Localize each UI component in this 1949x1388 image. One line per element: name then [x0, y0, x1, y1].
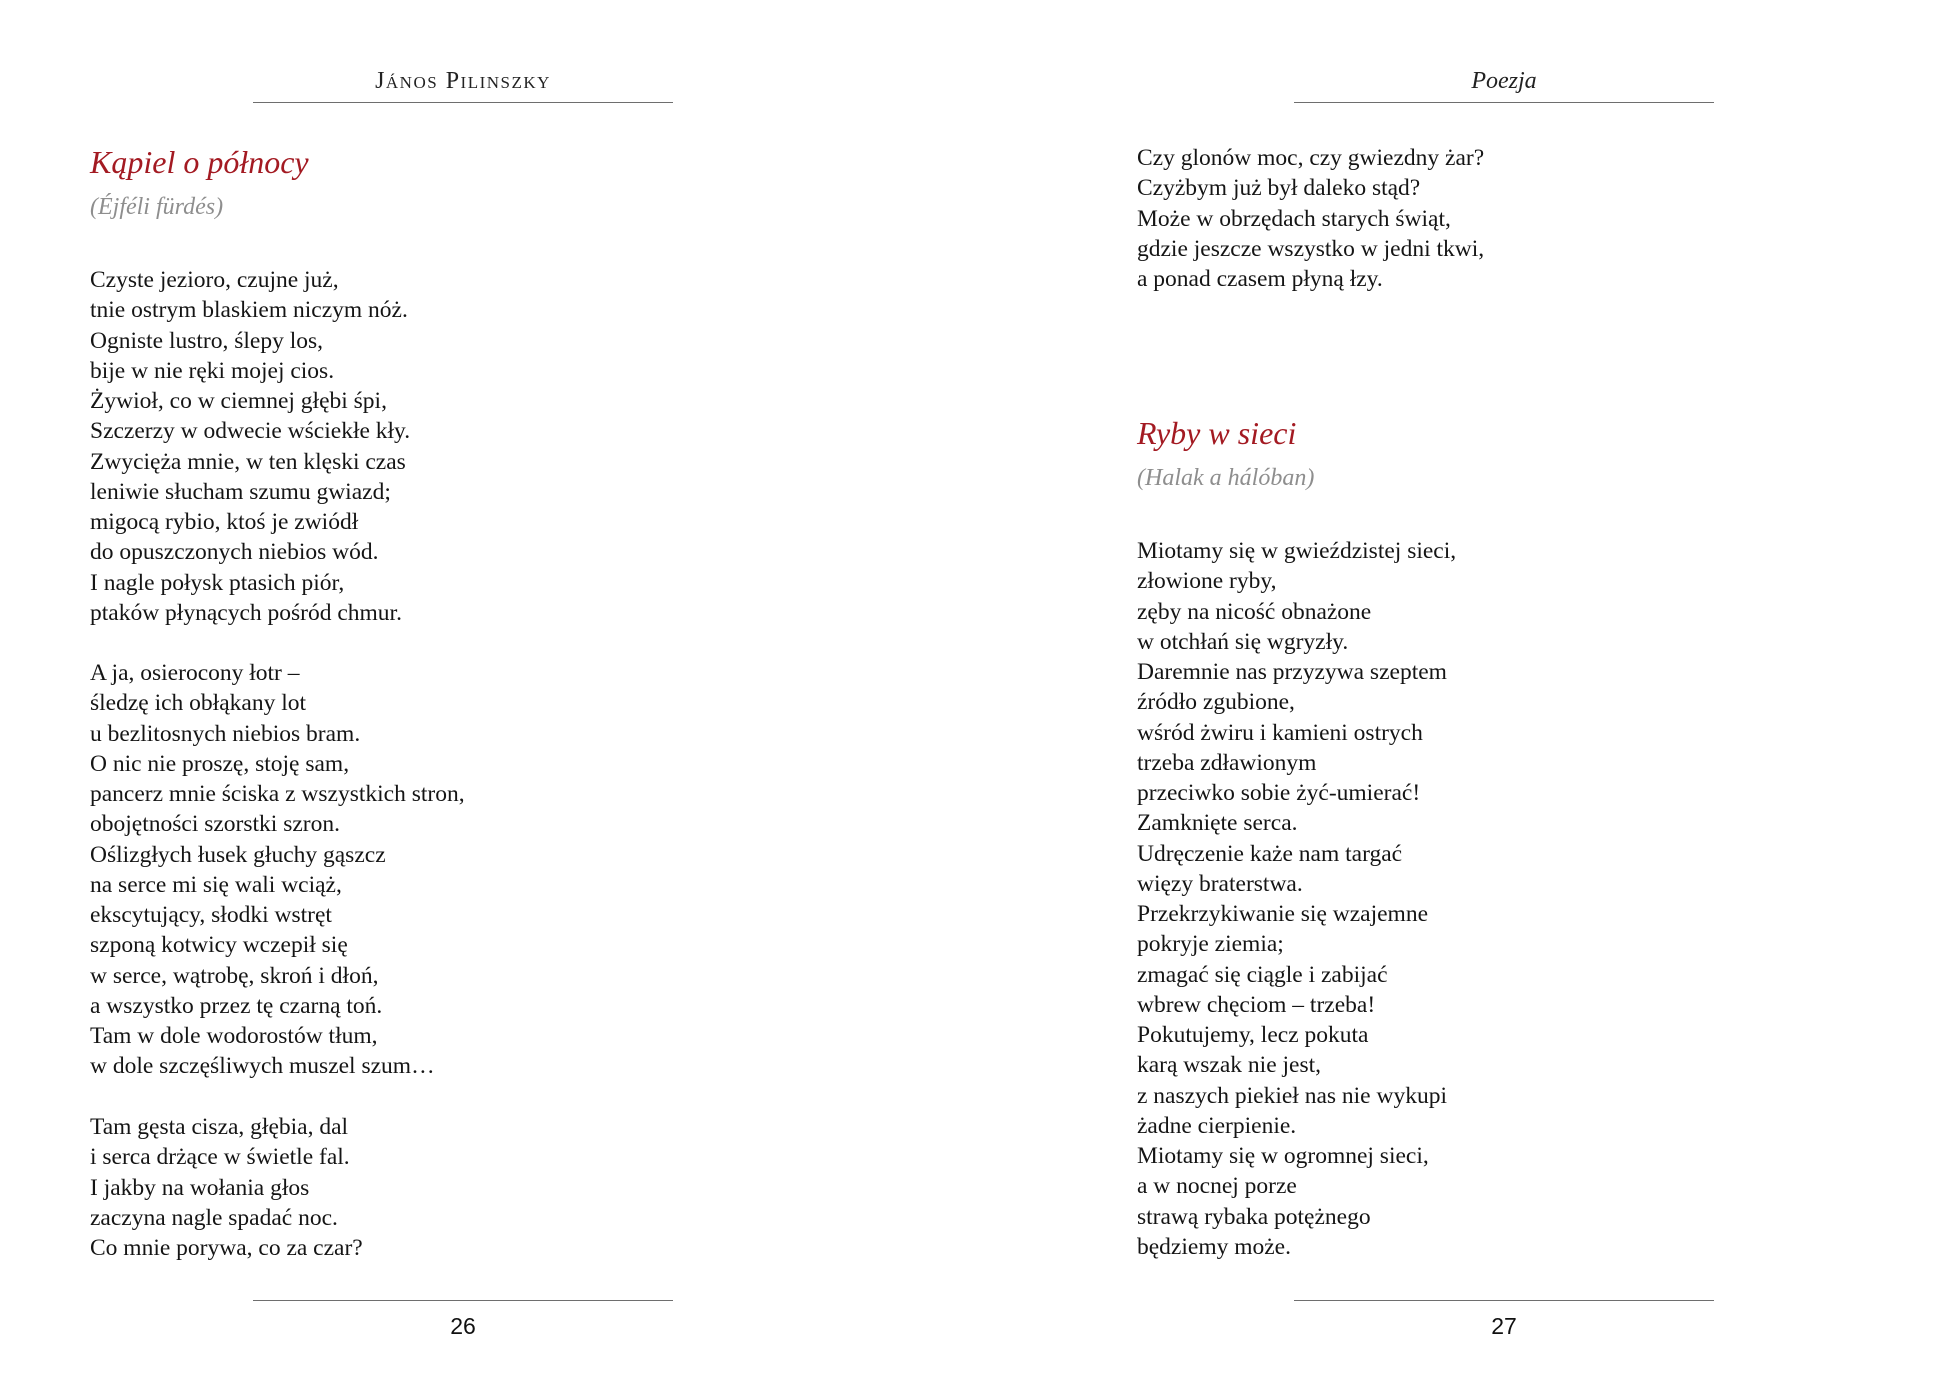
poem-line: gdzie jeszcze wszystko w jedni tkwi,: [1137, 235, 1485, 262]
poem-line: trzeba zdławionym: [1137, 749, 1317, 776]
poem-line: tnie ostrym blaskiem niczym nóż.: [90, 297, 408, 324]
poem-original-title: (Éjféli fürdés): [90, 194, 224, 220]
header-rule: [253, 102, 673, 103]
poem-line: karą wszak nie jest,: [1137, 1052, 1322, 1079]
poem-line: Ogniste lustro, ślepy los,: [90, 327, 324, 354]
poem-title: Ryby w sieci: [1137, 415, 1297, 451]
poem-line: O nic nie proszę, stoję sam,: [90, 750, 350, 777]
poem-line: w dole szczęśliwych muszel szum…: [90, 1053, 435, 1080]
poem-line: Co mnie porywa, co za czar?: [90, 1235, 363, 1261]
poem-line: zaczyna nagle spadać noc.: [90, 1204, 338, 1231]
poem-line: Pokutujemy, lecz pokuta: [1137, 1022, 1369, 1048]
poem-line: obojętności szorstki szron.: [90, 811, 340, 838]
poem-original-title: (Halak a hálóban): [1137, 465, 1315, 491]
poem-line: źródło zgubione,: [1137, 689, 1295, 716]
poem-line: Przekrzykiwanie się wzajemne: [1137, 901, 1429, 927]
poem-line: do opuszczonych niebios wód.: [90, 539, 379, 566]
poem-line: Daremnie nas przyzywa szeptem: [1137, 659, 1447, 685]
stanza-3: [90, 1112, 363, 1263]
running-head-section: Poezja: [1471, 68, 1537, 94]
poem-line: Tam w dole wodorostów tłum,: [90, 1023, 378, 1049]
poem-line: Czy glonów moc, czy gwiezdny żar?: [1137, 145, 1485, 171]
poem-title: Kąpiel o północy: [90, 144, 309, 180]
stanza-2: [90, 658, 465, 1082]
poem-line: A ja, osierocony łotr –: [90, 660, 300, 686]
poem-line: a w nocnej porze: [1137, 1173, 1297, 1200]
page-number: 27: [1491, 1313, 1517, 1339]
poem-line: Czyste jezioro, czujne już,: [90, 267, 339, 293]
poem-line: przeciwko sobie żyć-umierać!: [1137, 780, 1421, 806]
poem-line: a wszystko przez tę czarną toń.: [90, 992, 383, 1019]
poem-line: Oślizgłych łusek głuchy gąszcz: [90, 841, 386, 868]
poem-line: wśród żwiru i kamieni ostrych: [1137, 719, 1423, 746]
poem-line: z naszych piekieł nas nie wykupi: [1137, 1082, 1447, 1109]
right-page: [975, 0, 1949, 1388]
poem-line: na serce mi się wali wciąż,: [90, 871, 342, 898]
poem-line: złowione ryby,: [1137, 568, 1277, 595]
poem-line: zęby na nicość obnażone: [1137, 598, 1372, 625]
poem-line: Zamknięte serca.: [1137, 810, 1298, 837]
poem-line: Żywioł, co w ciemnej głębi śpi,: [90, 388, 387, 414]
poem-line: Tam gęsta cisza, głębia, dal: [90, 1114, 349, 1140]
poem-line: Może w obrzędach starych świąt,: [1137, 205, 1451, 232]
poem-line: pokryje ziemia;: [1137, 931, 1284, 958]
poem-line: Szczerzy w odwecie wściekłe kły.: [90, 418, 411, 445]
poem-line: wbrew chęciom – trzeba!: [1137, 991, 1376, 1018]
continuation-stanza: [1137, 143, 1484, 294]
footer-rule: [1294, 1300, 1714, 1301]
poem-line: Czyżbym już był daleko stąd?: [1137, 175, 1421, 202]
poem-line: zmagać się ciągle i zabijać: [1137, 961, 1388, 988]
poem-line: migocą rybio, ktoś je zwiódł: [90, 509, 359, 535]
poem-line: bije w nie ręki mojej cios.: [90, 357, 335, 384]
poem-line: Miotamy się w gwieździstej sieci,: [1137, 538, 1457, 564]
poem-line: ptaków płynących pośród chmur.: [90, 599, 402, 626]
poem-line: leniwie słucham szumu gwiazd;: [90, 478, 391, 505]
poem-line: a ponad czasem płyną łzy.: [1137, 266, 1383, 292]
poem-line: Udręczenie każe nam targać: [1137, 840, 1403, 867]
poem-line: Miotamy się w ogromnej sieci,: [1137, 1143, 1429, 1169]
poem-line: będziemy może.: [1137, 1233, 1291, 1260]
poem-line: więzy braterstwa.: [1137, 870, 1303, 897]
poem-line: ekscytujący, słodki wstręt: [90, 902, 332, 928]
poem-stanza: [1137, 536, 1456, 1262]
header-rule: [1294, 102, 1714, 103]
poem-line: i serca drżące w świetle fal.: [90, 1144, 350, 1171]
poem-line: szponą kotwicy wczepił się: [90, 932, 348, 959]
poem-line: w otchłań się wgryzły.: [1137, 628, 1349, 655]
left-page: [0, 0, 974, 1388]
poem-line: strawą rybaka potężnego: [1137, 1203, 1371, 1230]
poem-line: u bezlitosnych niebios bram.: [90, 720, 361, 747]
poem-line: I nagle połysk ptasich piór,: [90, 569, 345, 596]
footer-rule: [253, 1300, 673, 1301]
poem-line: I jakby na wołania głos: [90, 1174, 310, 1201]
poem-line: w serce, wątrobę, skroń i dłoń,: [90, 962, 379, 989]
poem-line: żadne cierpienie.: [1137, 1112, 1297, 1139]
page-number: 26: [450, 1313, 476, 1339]
poem-line: pancerz mnie ściska z wszystkich stron,: [90, 781, 465, 807]
running-head-author: János Pilinszky: [375, 68, 551, 94]
poem-line: Zwycięża mnie, w ten klęski czas: [90, 448, 406, 475]
stanza-1: [90, 265, 410, 628]
poem-line: śledzę ich obłąkany lot: [90, 690, 306, 717]
